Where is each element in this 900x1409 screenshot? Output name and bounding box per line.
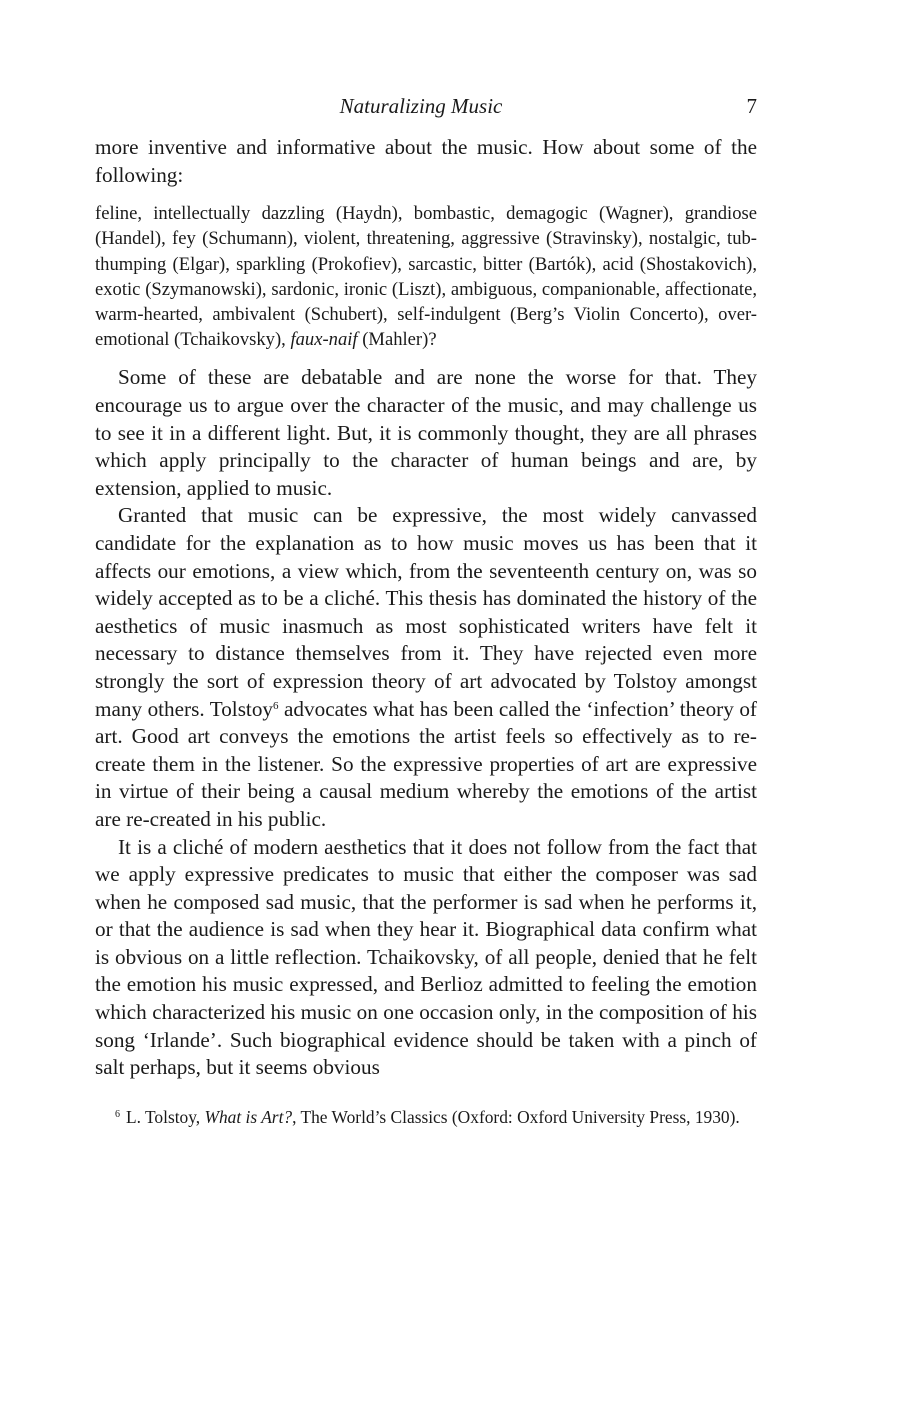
- paragraph-3: It is a cliché of modern aesthetics that it does not follow from the fact that we apply expressive predicates to music that either the composer was sad when he composed sad music, that the performer is sad when he performs it, or that the audience is sad when they hear it. Biographical data confirm what is obvious on a little reflection. Tchaikovsky, of all people, denied that he felt the emotion his music expressed, and Berlioz admitted to feeling the emotion which characterized his music on one occasion only, in the composition of his song ‘Irlande’. Such biographical evidence should be taken with a pinch of salt perhaps, but it seems obvious: [95, 834, 757, 1080]
- footnote-reference-link[interactable]: 6: [273, 699, 279, 712]
- footnote: [95, 1106, 757, 1128]
- block-quote: [95, 201, 757, 352]
- footnote-text-after: , The World’s Classics (Oxford: Oxford University Press, 1930).: [292, 1106, 740, 1127]
- running-header: [95, 88, 757, 124]
- book-page: [95, 88, 757, 1128]
- intro-paragraph: more inventive and informative about the music. How about some of the following:: [95, 135, 757, 187]
- block-quote-italic: faux-naif: [290, 329, 358, 351]
- page-number: 7: [746, 94, 757, 118]
- block-quote-text: feline, intellectually dazzling (Haydn), bombastic, demagogic (Wagner), grandiose (Handel), fey (Schumann), violent, threatening, aggressive (Stravinsky), nostalgic, tub-thumping (Elgar), sparkling (Prokofiev), sarcastic, bitter (Bartók), acid (Shostakovich), exotic (Szymanowski), sardonic, ironic (Liszt), ambiguous, companionable, affectionate, warm-hearted, ambivalent (Schubert), self-indulgent (Berg’s Violin Concerto), over-emotional (Tchaikovsky),: [95, 203, 757, 351]
- paragraph-2: [95, 502, 757, 833]
- block-quote-tail: (Mahler)?: [357, 329, 437, 351]
- footnote-text-before: L. Tolstoy,: [126, 1106, 205, 1127]
- paragraph-2-text: Granted that music can be expressive, the most widely canvassed candidate for the explanation as to how music moves us has been that it affects our emotions, a view which, from the seventeenth century on, was so widely accepted as to be a cliché. This thesis has dominated the history of the aesthetics of music inasmuch as most sophisticated writers have felt it necessary to distance themselves from it. They have rejected even more strongly the sort of expression theory of art advocated by Tolstoy amongst many others.: [95, 503, 757, 721]
- paragraph-2-continuation-after: advocates what has been called the ‘infection’ theory of art. Good art conveys the emotions the artist feels so effectively as to re-create them in the listener. So the expressive properties of art are expressive in virtue of their being a causal medium whereby the emotions of the artist are re-created in his public.: [95, 696, 757, 831]
- footnote-mark: 6: [115, 1108, 120, 1120]
- running-title: Naturalizing Music: [339, 94, 503, 118]
- paragraph-2-continuation: Tolstoy: [204, 696, 274, 721]
- footnote-book-title: What is Art?: [204, 1106, 293, 1127]
- paragraph-1: Some of these are debatable and are none the worse for that. They encourage us to argue over the character of the music, and may challenge us to see it in a different light. But, it is commonly thought, they are all phrases which apply principally to the character of human beings and are, by extension, applied to music.: [95, 365, 757, 500]
